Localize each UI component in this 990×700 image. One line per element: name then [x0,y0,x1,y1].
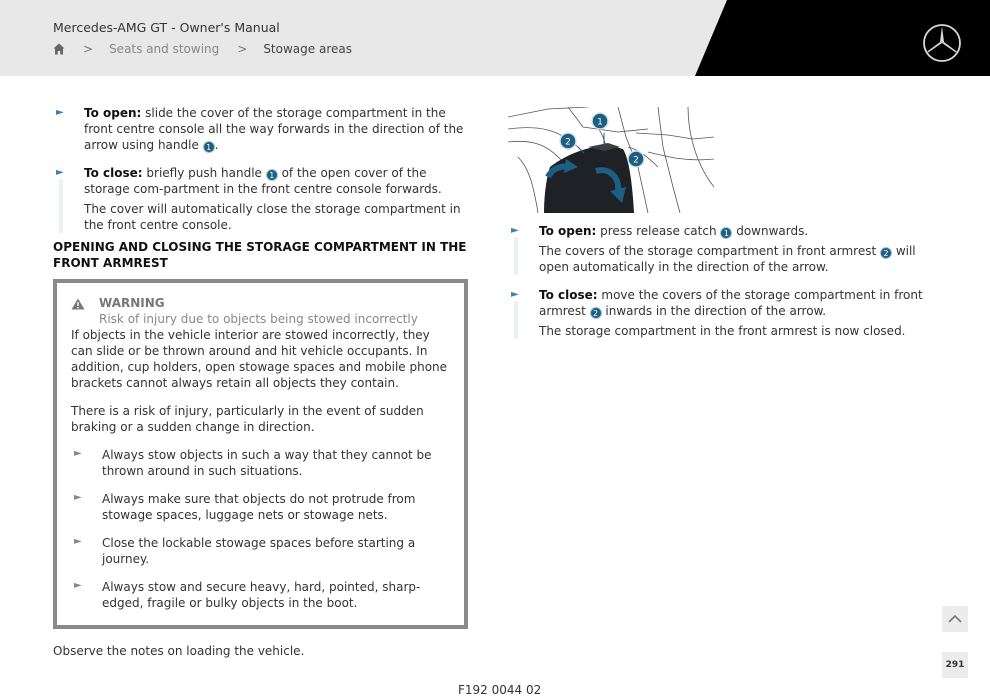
right-column [508,107,928,339]
triangle-bullet-icon: ► [56,167,64,178]
manual-title: Mercedes-AMG GT - Owner's Manual [53,20,280,35]
warning-bullet: ► Always stow objects in such a way that they cannot be thrown around in such situations. [74,448,432,478]
step-text: To close: briefly push handle 1 of the open cover of the storage com-partment in the front centre console forwards. [84,166,442,196]
page-header [0,0,990,76]
result-bar [59,179,63,233]
result-bar [514,237,518,275]
triangle-bullet-icon: ► [56,107,64,118]
chevron-up-icon [942,606,968,632]
triangle-bullet-icon: ► [74,448,82,459]
callout-2-icon: 2 [590,307,602,319]
callout-label: 2 [633,155,639,166]
chevron-right-icon: > [237,42,248,56]
armrest-illustration [508,107,714,213]
step-close-armrest [508,287,928,339]
warning-header [71,295,450,327]
step-close-centre [53,165,468,233]
warning-bullet: ► Close the lockable stowage spaces before starting a journey. [74,536,416,566]
triangle-bullet-icon: ► [74,580,82,591]
triangle-bullet-icon: ► [511,289,519,300]
step-open-armrest [508,223,928,275]
breadcrumb-link-seats[interactable]: Seats and stowing [109,42,220,56]
section-heading: OPENING AND CLOSING THE STORAGE COMPARTMENT IN THE FRONT ARMREST [53,240,467,270]
callout-1-icon: 1 [203,141,215,153]
step-text: To open: press release catch 1 downwards. [539,224,809,238]
warning-box [53,279,468,629]
page-number: 291 [942,652,968,678]
warning-paragraph: There is a risk of injury, particularly in the event of sudden braking or a sudden change in direction. [71,404,424,434]
step-result: The covers of the storage compartment in front armrest 2 will open automatically in the direction of the arrow. [539,244,916,274]
warning-bullet: ► Always make sure that objects do not protrude from stowage spaces, luggage nets or stowage nets. [74,492,416,522]
step-text: To close: move the covers of the storage compartment in front armrest 2 inwards in the direction of the arrow. [539,288,923,318]
warning-triangle-icon [71,298,85,310]
callout-2-icon: 2 [880,247,892,259]
result-bar [514,301,518,339]
callout-1-icon: 1 [266,169,278,181]
mercedes-star-logo [922,23,962,63]
chevron-right-icon: > [83,42,94,56]
warning-subtitle: Risk of injury due to objects being stowed incorrectly [99,312,418,326]
step-result: The cover will automatically close the storage compartment in the front centre console. [84,202,461,232]
callout-label: 2 [565,137,571,148]
home-icon[interactable] [53,43,65,55]
triangle-bullet-icon: ► [511,225,519,236]
left-column [53,105,468,659]
callout-1-icon: 1 [720,227,732,239]
warning-bullet: ► Always stow and secure heavy, hard, pointed, sharp-edged, fragile or bulky objects in the boot. [74,580,421,610]
observe-note: Observe the notes on loading the vehicle. [53,644,305,658]
step-open-centre [53,105,468,153]
breadcrumb-current: Stowage areas [263,42,352,56]
figure-code: F192 0044 02 [458,683,542,697]
callout-label: 1 [597,117,603,128]
breadcrumb [53,42,352,56]
triangle-bullet-icon: ► [74,536,82,547]
armrest-drawing [508,107,714,213]
triangle-bullet-icon: ► [74,492,82,503]
step-text: To open: slide the cover of the storage compartment in the front centre console all the way forwards in the direction of the arrow using handle 1 . [84,106,464,152]
scroll-top-button[interactable] [942,606,968,632]
warning-paragraph: If objects in the vehicle interior are stowed incorrectly, they can slide or be thrown around and hit vehicle occupants. In addition, cup holders, open stowage spaces and mobile phone brackets cannot always retain all objects they contain. [71,328,448,390]
warning-title: WARNING [99,296,165,310]
step-result: The storage compartment in the front armrest is now closed. [539,324,906,338]
